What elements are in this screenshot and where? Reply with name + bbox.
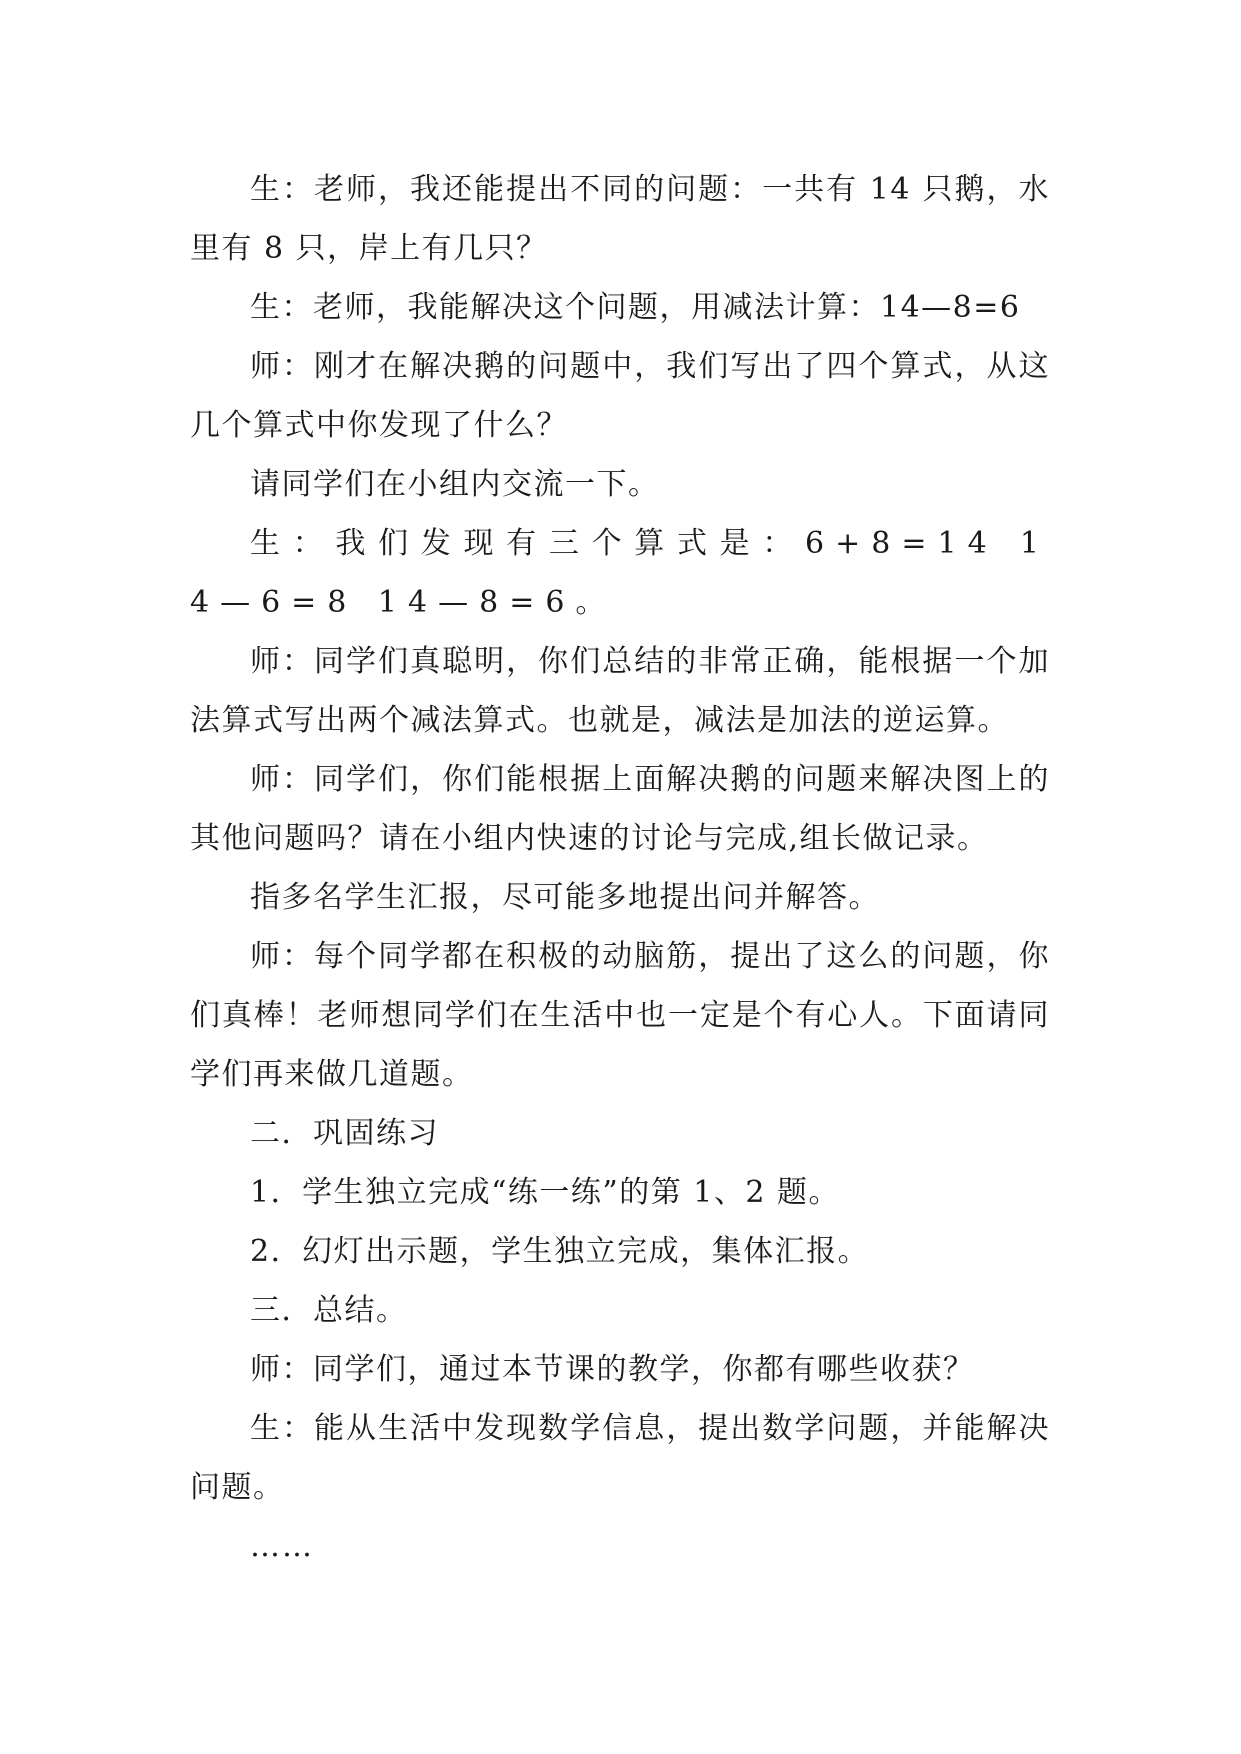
paragraph-teacher-summary: 师：同学们真聪明，你们总结的非常正确，能根据一个加法算式写出两个减法算式。也就是，减法是加法的逆运算。 — [190, 644, 1050, 738]
document-body — [190, 160, 1050, 1576]
list-item-practice-2: 2．幻灯出示题，学生独立完成，集体汇报。 — [250, 1234, 870, 1269]
paragraph-teacher-gains-question: 师：同学们，通过本节课的教学，你都有哪些收获？ — [250, 1352, 975, 1387]
paragraph-group-discussion: 请同学们在小组内交流一下。 — [250, 467, 660, 502]
section-heading-summary: 三．总结。 — [250, 1293, 408, 1328]
paragraph-student-subtraction: 生：老师，我能解决这个问题，用减法计算：14—8=6 — [250, 290, 1021, 325]
paragraph-students-report: 指多名学生汇报，尽可能多地提出问并解答。 — [250, 880, 880, 915]
paragraph-student-question: 生：老师，我还能提出不同的问题：一共有 14 只鹅，水里有 8 只，岸上有几只？ — [190, 172, 1050, 266]
paragraph-teacher-other-problems: 师：同学们，你们能根据上面解决鹅的问题来解决图上的其他问题吗？请在小组内快速的讨论与完成,组长做记录。 — [190, 762, 1050, 856]
paragraph-ellipsis: …… — [250, 1529, 314, 1564]
list-item-practice-1: 1．学生独立完成“练一练”的第 1、2 题。 — [250, 1175, 841, 1210]
paragraph-student-gains-answer: 生：能从生活中发现数学信息，提出数学问题，并能解决问题。 — [190, 1411, 1050, 1505]
section-heading-practice: 二．巩固练习 — [250, 1116, 439, 1151]
paragraph-teacher-praise: 师：每个同学都在积极的动脑筋，提出了这么的问题，你们真棒！老师想同学们在生活中也一定是个有心人。下面请同学们再来做几道题。 — [190, 939, 1050, 1092]
paragraph-teacher-four-equations: 师：刚才在解决鹅的问题中，我们写出了四个算式，从这几个算式中你发现了什么？ — [190, 349, 1050, 443]
paragraph-three-equations: 生：我们发现有三个算式是：6+8=14 14—6=8 14—8=6。 — [190, 526, 1050, 620]
